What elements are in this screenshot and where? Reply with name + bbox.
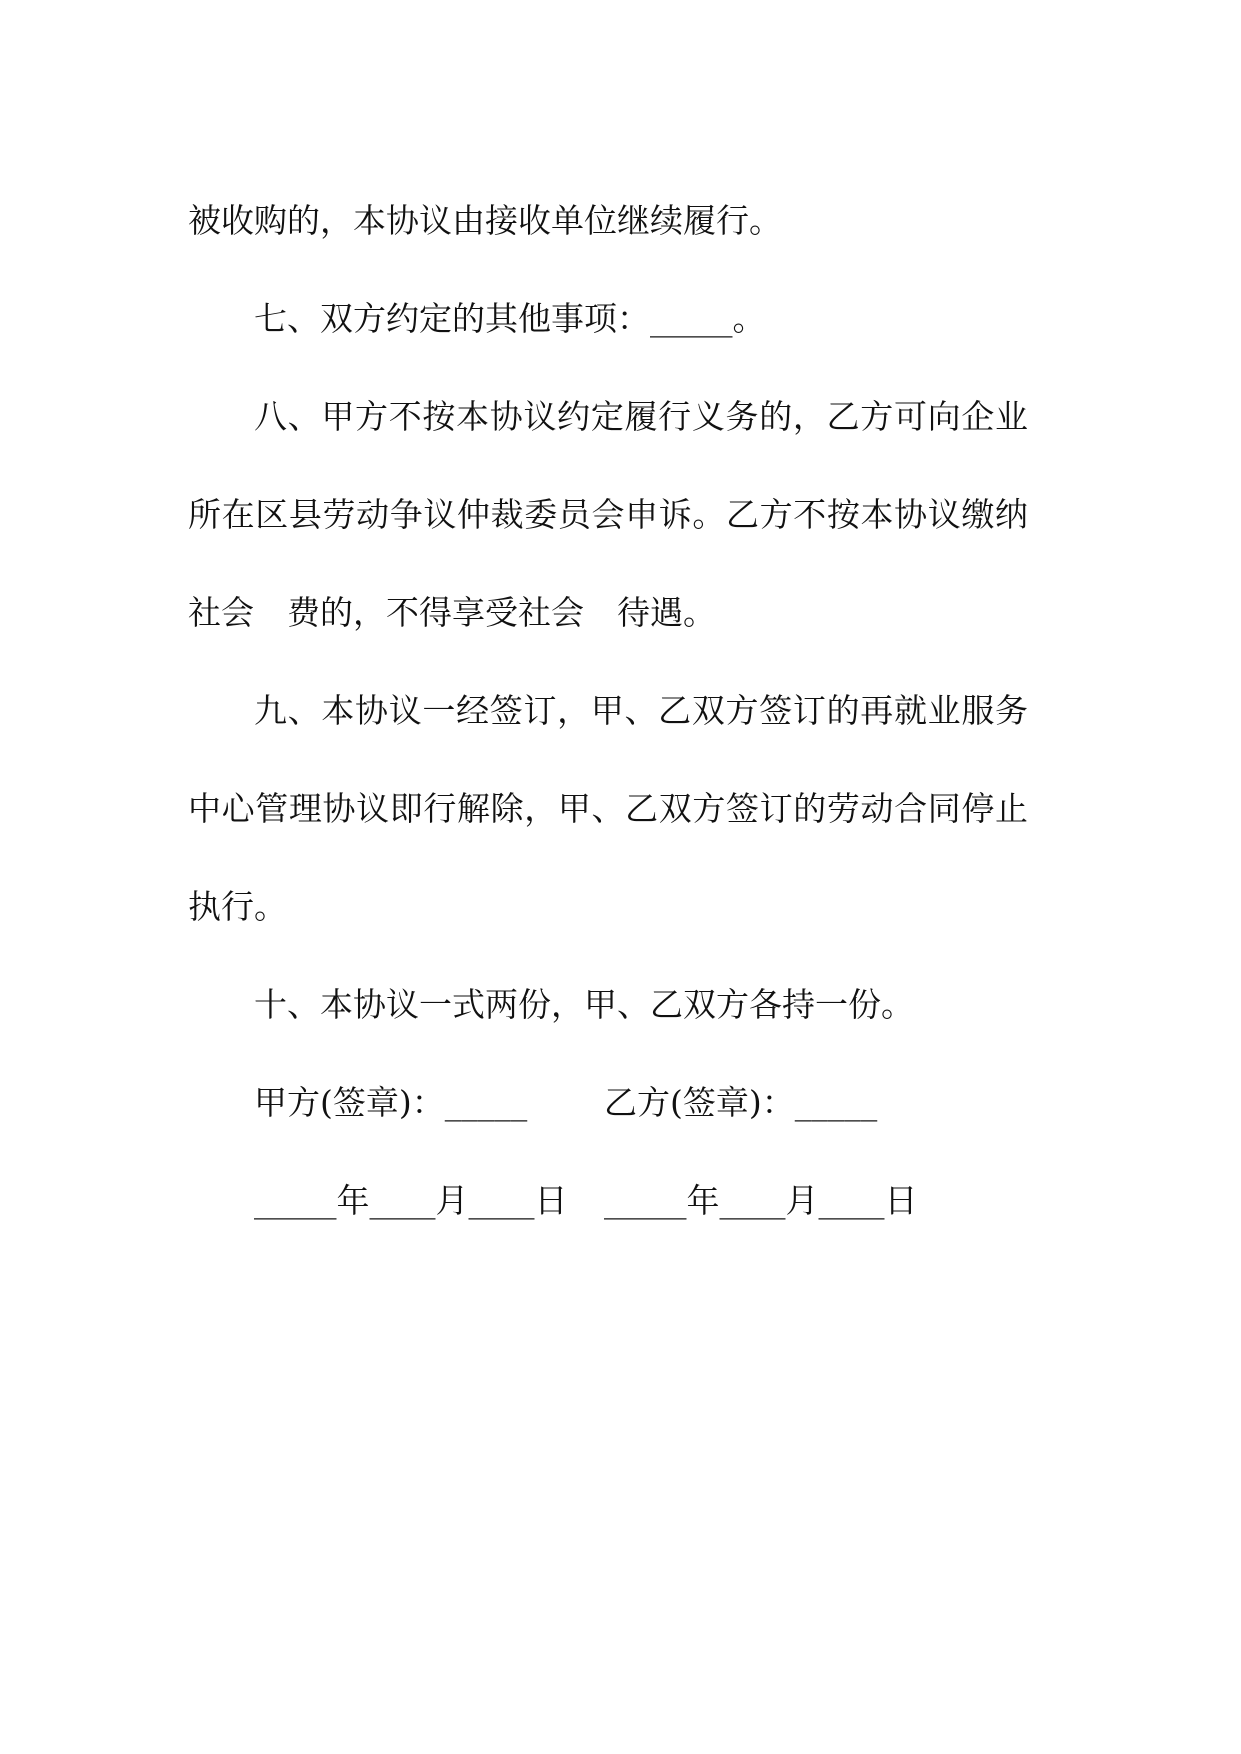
paragraph-continuation: 被收购的，本协议由接收单位继续履行。 bbox=[188, 201, 782, 240]
party-b-signature: 乙方(签章)：_____ bbox=[604, 1083, 878, 1122]
party-a-date: _____年____月____日 bbox=[254, 1181, 568, 1220]
party-a-signature: 甲方(签章)：_____ bbox=[254, 1083, 528, 1122]
paragraph-clause-10: 十、本协议一式两份，甲、乙双方各持一份。 bbox=[254, 985, 914, 1024]
signature-row bbox=[188, 1054, 1028, 1152]
date-row bbox=[188, 1152, 1028, 1250]
paragraph-clause-8: 八、甲方不按本协议约定履行义务的，乙方可向企业所在区县劳动争议仲裁委员会申诉。乙方不按本协议缴纳社会 费的，不得享受社会 待遇。 bbox=[188, 397, 1028, 632]
paragraph-clause-9: 九、本协议一经签订，甲、乙双方签订的再就业服务中心管理协议即行解除，甲、乙双方签订的劳动合同停止执行。 bbox=[188, 691, 1028, 926]
party-b-date: _____年____月____日 bbox=[604, 1181, 918, 1220]
document-body bbox=[188, 172, 1028, 1250]
paragraph-clause-7: 七、双方约定的其他事项：_____。 bbox=[254, 299, 766, 338]
